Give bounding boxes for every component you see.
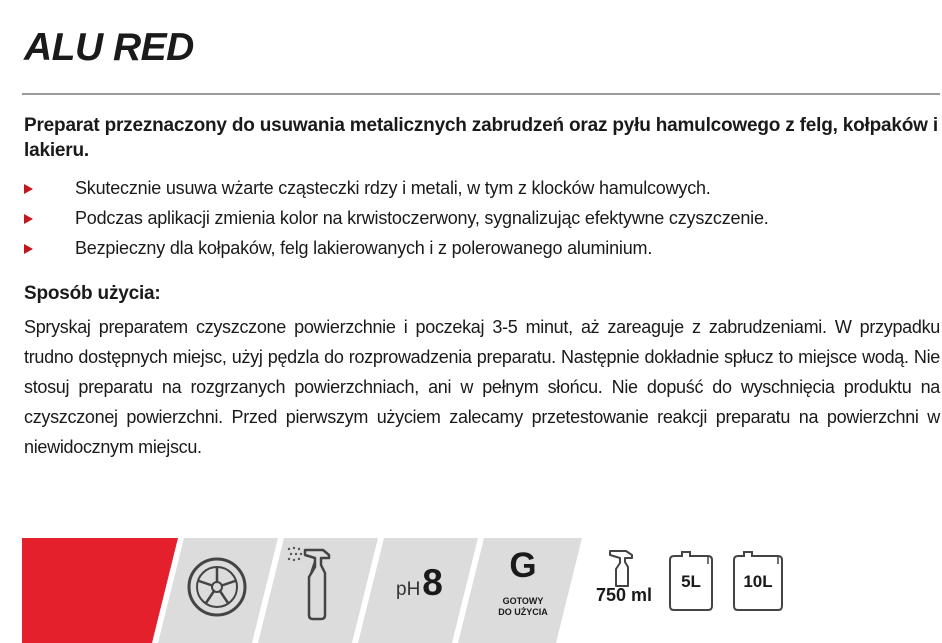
ph-value: 8 bbox=[422, 562, 443, 603]
small-spray-bottle-icon bbox=[606, 548, 640, 588]
usage-heading: Sposób użycia: bbox=[24, 283, 161, 304]
size-750ml: 750 ml bbox=[596, 585, 653, 605]
feature-list bbox=[24, 173, 924, 263]
canister-10l bbox=[732, 550, 784, 612]
feature-item bbox=[24, 173, 924, 203]
ph-indicator bbox=[396, 562, 443, 604]
size-10l: 10L bbox=[743, 572, 773, 591]
feature-text: Bezpieczny dla kołpaków, felg lakierowanych i z polerowanego aluminium. bbox=[75, 238, 653, 258]
feature-item bbox=[24, 233, 924, 263]
feature-text: Skutecznie usuwa wżarte cząsteczki rdzy i metali, w tym z klocków hamulcowych. bbox=[75, 178, 711, 198]
ready-caption-line: DO UŻYCIA bbox=[498, 607, 548, 617]
canister-5l bbox=[668, 550, 714, 612]
bullet-arrow-icon bbox=[24, 184, 33, 194]
product-intro: Preparat przeznaczony do usuwania metalicznych zabrudzeń oraz pyłu hamulcowego z felg, kołpaków i lakieru. bbox=[24, 115, 938, 161]
ready-to-use-letter: G bbox=[509, 546, 537, 585]
red-accent-block bbox=[22, 538, 178, 643]
bullet-arrow-icon bbox=[24, 214, 33, 224]
product-title: ALU RED bbox=[24, 26, 194, 69]
ready-to-use-caption bbox=[478, 596, 568, 618]
bullet-arrow-icon bbox=[24, 244, 33, 254]
feature-text: Podczas aplikacji zmienia kolor na krwistoczerwony, sygnalizując efektywne czyszczenie. bbox=[75, 208, 769, 228]
usage-instructions: Spryskaj preparatem czyszczone powierzchnie i poczekaj 3-5 minut, aż zareaguje z zabrudzeniami. W przypadku trudno dostępnych miejsc, użyj pędzla do rozprowadzenia preparatu. Następnie dokładnie spłucz to miejsce wodą. Nie stosuj preparatu na rozgrzanych powierzchniach, ani w pełnym słońcu. Nie dopuść do wyschnięcia produktu na czyszczonej powierzchni. Przed pierwszym użyciem zalecamy przetestowanie reakcji preparatu na powierzchni w niewidocznym miejscu. bbox=[24, 317, 940, 457]
spray-bottle-icon bbox=[285, 543, 345, 623]
ready-caption-line: GOTOWY bbox=[502, 596, 544, 606]
size-5l: 5L bbox=[681, 572, 701, 591]
wheel-icon bbox=[186, 556, 248, 618]
title-divider bbox=[22, 93, 940, 95]
ph-label: pH bbox=[396, 579, 421, 600]
feature-item bbox=[24, 203, 924, 233]
